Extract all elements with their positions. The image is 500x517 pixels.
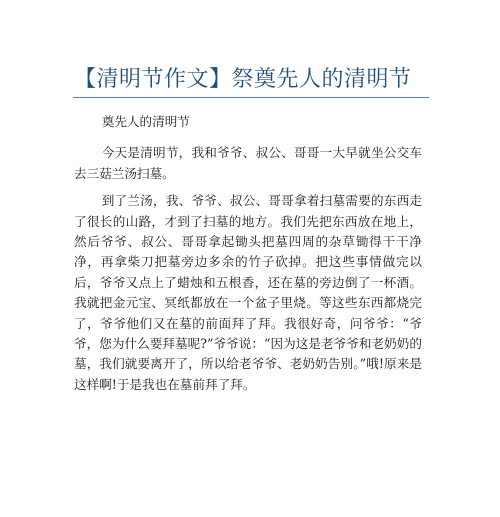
paragraph-1: 今天是清明节，我和爷爷、叔公、哥哥一大早就坐公交车去三菇兰汤扫墓。 [74, 145, 422, 181]
paragraph-2: 到了兰汤，我、爷爷、叔公、哥哥拿着扫墓需要的东西走了很长的山路，才到了扫墓的地方。我们先把东西放在地上，然后爷爷、叔公、哥哥拿起锄头把墓四周的杂草锄得干干净净，再拿柴刀把墓旁边多余的竹子砍掉。把这些事情做完以后，爷爷又点上了蜡烛和五根香，还在墓的旁边倒了一杯酒。我就把金元宝、冥纸都放在一个盆子里烧。等这些东西都烧完了，爷爷他们又在墓的前面拜了拜。我很好奇，问爷爷：“爷爷，您为什么要拜墓呢?”爷爷说：“因为这是老爷爷和老奶奶的墓，我们就要离开了，所以给老爷爷、老奶奶告别。”哦!原来是这样啊!于是我也在墓前拜了拜。 [74, 193, 422, 392]
article-body [74, 112, 422, 402]
article-subheading: 奠先人的清明节 [101, 114, 190, 129]
document-title: 【清明节作文】祭奠先人的清明节 [74, 67, 412, 92]
title-underline [73, 97, 429, 98]
